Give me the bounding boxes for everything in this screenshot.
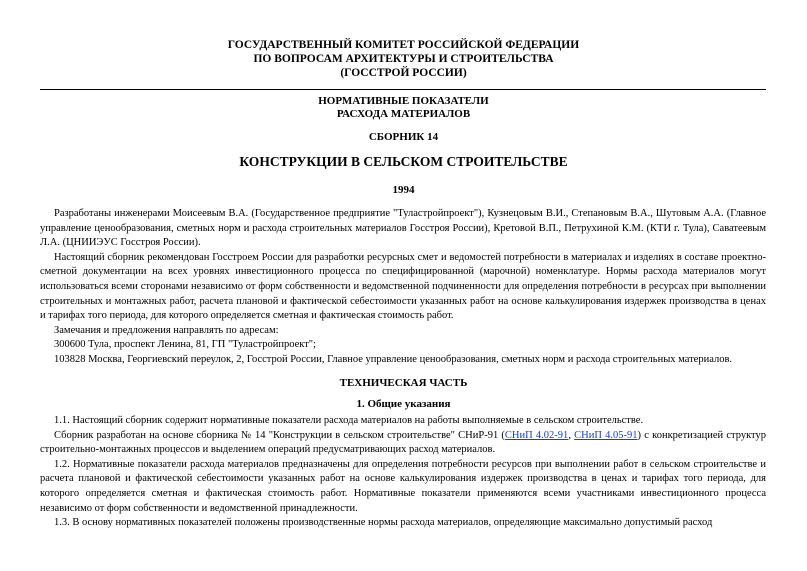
body-paragraph-1-1: 1.1. Настоящий сборник содержит нормативные показатели расхода материалов на работы выполняемые в сельском строительстве.: [54, 415, 644, 426]
title-line-1: НОРМАТИВНЫЕ ПОКАЗАТЕЛИ: [318, 95, 489, 107]
body-paragraph-1-2: 1.2. Нормативные показатели расхода материалов предназначены для определения потребности ресурсов при выполнении работ в сельском строительстве и расчета плановой и фактической себестоимости указанных работ на основе калькулирования издержек производства в ценах и тарифах того периода, для которого определяется сметная и фактическая стоимость работ. Нормативные показатели применяются всеми участниками инвестиционного процесса независимо от форм собственности и ведомственной принадлежности.: [40, 458, 766, 514]
intro-paragraph-purpose: Настоящий сборник рекомендован Госстроем России для разработки ресурсных смет и ведомостей потребности в материалах и изделиях в составе проектно-сметной документации на всех уровнях инвестиционного процесса по специфицированной (марочной) номенклатуре. Нормы расхода материалов могут использоваться всеми сторонами независимо от форм собственности и ведомственной подчиненности для определения потребности в ресурсах при выполнении строительных и монтажных работ, расчета плановой и фактической себестоимости указанных работ на основе калькулирования издержек производства в ценах и тарифах того периода, для которого определяется сметная и фактическая стоимость работ.: [40, 251, 766, 322]
header-line-3: (ГОССТРОЙ РОССИИ): [340, 67, 467, 79]
section-title: ТЕХНИЧЕСКАЯ ЧАСТЬ: [339, 377, 468, 389]
basis-text-b: ) с конкретизацией структур строительно-монтажных процессов и выделением операций предусматривающих расход материалов.: [40, 429, 766, 456]
section-subtitle: 1. Общие указания: [356, 398, 451, 410]
intro-paragraph-authors: Разработаны инженерами Моисеевым В.А. (Государственное предприятие "Туластройпроект"), Кузнецовым В.И., Степановым В.А., Шутовым А.А. (Главное управление ценообразования, сметных норм и расхода строительных материалов Госстроя России), Кретовой В.П., Петрухиной К.М. (КТИ г. Тула), Саватеевым Л.А. (ЦНИИЭУС Госстроя России).: [40, 208, 766, 249]
header-line-2: ПО ВОПРОСАМ АРХИТЕКТУРЫ И СТРОИТЕЛЬСТВА: [253, 53, 554, 65]
intro-block: [40, 207, 766, 368]
document-title: КОНСТРУКЦИИ В СЕЛЬСКОМ СТРОИТЕЛЬСТВЕ: [239, 154, 568, 169]
document-year: 1994: [392, 184, 415, 196]
snip-4-02-91-link[interactable]: СНиП 4.02-91: [504, 429, 569, 441]
snip-4-05-91-link[interactable]: СНиП 4.05-91: [574, 429, 638, 441]
intro-address-moscow: 103828 Москва, Георгиевский переулок, 2, Госстрой России, Главное управление ценообразования, сметных норм и расхода строительных материалов.: [54, 353, 733, 365]
body-block: [40, 414, 766, 531]
collection-number: СБОРНИК 14: [368, 131, 439, 143]
intro-address-tula: 300600 Тула, проспект Ленина, 81, ГП "Туластройпроект";: [54, 339, 316, 351]
header-divider: [40, 89, 766, 90]
header-line-1: ГОСУДАРСТВЕННЫЙ КОМИТЕТ РОССИЙСКОЙ ФЕДЕРАЦИИ: [227, 39, 580, 51]
basis-separator: ,: [568, 429, 575, 441]
intro-paragraph-remarks: Замечания и предложения направлять по адресам:: [54, 324, 279, 336]
body-paragraph-basis: [40, 429, 766, 458]
basis-text-a: Сборник разработан на основе сборника № 14 "Конструкции в сельском строительстве" СНиР-91 (: [54, 429, 505, 441]
body-paragraph-1-3: 1.3. В основу нормативных показателей положены производственные нормы расхода материалов, определяющие максимально допустимый расход: [54, 517, 713, 529]
title-line-2: РАСХОДА МАТЕРИАЛОВ: [336, 108, 471, 120]
